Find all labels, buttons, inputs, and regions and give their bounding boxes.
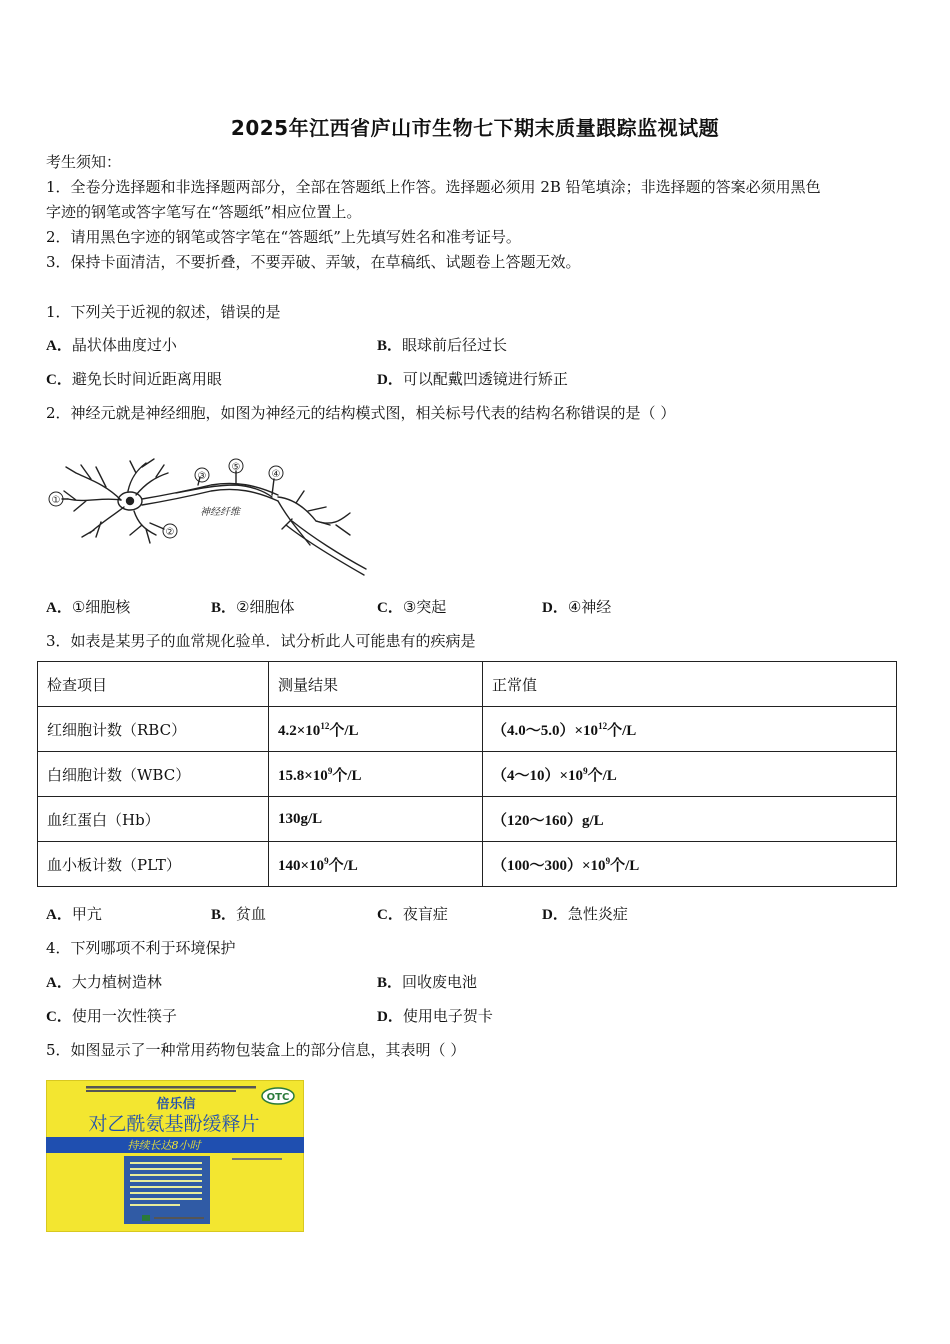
- table-cell-item: 白细胞计数（WBC）: [38, 752, 269, 797]
- question-2-stem: 2．神经元就是神经细胞，如图为神经元的结构模式图，相关标号代表的结构名称错误的是（ ）: [46, 404, 676, 422]
- q3-option-b[interactable]: B．贫血: [211, 905, 267, 923]
- notice-heading: 考生须知：: [46, 153, 122, 171]
- table-row: [38, 707, 897, 752]
- table-header: 检查项目: [38, 662, 269, 707]
- blood-test-table: [37, 661, 897, 887]
- table-row: [38, 752, 897, 797]
- q1-option-d[interactable]: D．可以配戴凹透镜进行矫正: [377, 370, 568, 388]
- svg-text:④: ④: [271, 469, 281, 480]
- q4-option-c[interactable]: C．使用一次性筷子: [46, 1007, 177, 1025]
- svg-text:神经纤维: 神经纤维: [200, 507, 240, 518]
- q4-option-b[interactable]: B．回收废电池: [377, 973, 478, 991]
- q2-option-c[interactable]: C．③突起: [377, 598, 447, 616]
- notice-line: 3．保持卡面清洁，不要折叠，不要弄破、弄皱，在草稿纸、试题卷上答题无效。: [46, 253, 581, 271]
- notice-line: 字迹的钢笔或答字笔写在“答题纸”相应位置上。: [46, 203, 362, 221]
- q2-option-b[interactable]: B．②细胞体: [211, 598, 295, 616]
- q1-option-c[interactable]: C．避免长时间近距离用眼: [46, 370, 222, 388]
- q1-option-b[interactable]: B．眼球前后径过长: [377, 336, 508, 354]
- question-5-stem: 5．如图显示了一种常用药物包装盒上的部分信息，其表明（ ）: [46, 1041, 466, 1059]
- q3-option-a[interactable]: A．甲亢: [46, 905, 102, 923]
- table-cell-normal: $(4\sim 10)\times 10^9$个/L: [483, 752, 897, 797]
- q3-option-d[interactable]: D．急性炎症: [542, 905, 628, 923]
- q3-option-c[interactable]: C．夜盲症: [377, 905, 448, 923]
- table-header-row: [38, 662, 897, 707]
- svg-text:②: ②: [165, 527, 175, 538]
- table-header: 测量结果: [269, 662, 483, 707]
- table-cell-normal: $(4.0\sim 5.0)\times 10^{12}$个/L: [483, 707, 897, 752]
- svg-text:⑤: ⑤: [231, 462, 241, 473]
- q2-option-a[interactable]: A．①细胞核: [46, 598, 131, 616]
- q4-option-a[interactable]: A．大力植树造林: [46, 973, 162, 991]
- table-cell-result: $4.2\times 10^{12}$个/L: [269, 707, 483, 752]
- table-cell-result: $15.8\times 10^9$个/L: [269, 752, 483, 797]
- table-cell-item: 血小板计数（PLT）: [38, 842, 269, 887]
- table-row: [38, 797, 897, 842]
- table-cell-item: 血红蛋白（Hb）: [38, 797, 269, 842]
- svg-text:持续长达8小时: 持续长达8小时: [127, 1139, 201, 1152]
- svg-text:OTC: OTC: [266, 1092, 290, 1103]
- neuron-diagram: [46, 455, 376, 580]
- svg-text:对乙酰氨基酚缓释片: 对乙酰氨基酚缓释片: [88, 1113, 260, 1135]
- medicine-box-image: [46, 1080, 304, 1232]
- notice-line: 2．请用黑色字迹的钢笔或答字笔在“答题纸”上先填写姓名和准考证号。: [46, 228, 521, 246]
- q4-option-d[interactable]: D．使用电子贺卡: [377, 1007, 493, 1025]
- svg-text:①: ①: [51, 495, 61, 506]
- question-1-stem: 1．下列关于近视的叙述，错误的是: [46, 303, 281, 321]
- table-row: [38, 842, 897, 887]
- table-cell-normal: $(100\sim 300)\times 10^9$个/L: [483, 842, 897, 887]
- table-cell-result: 130g/L: [269, 797, 483, 842]
- table-cell-normal: （120～160）g/L: [483, 797, 897, 842]
- notice-line: 1．全卷分选择题和非选择题两部分，全部在答题纸上作答。选择题必须用 2B 铅笔填涂；非选择题的答案必须用黑色: [46, 178, 821, 196]
- question-3-stem: 3．如表是某男子的血常规化验单．试分析此人可能患有的疾病是: [46, 632, 476, 650]
- q2-option-d[interactable]: D．④神经: [542, 598, 612, 616]
- table-cell-item: 红细胞计数（RBC）: [38, 707, 269, 752]
- table-header: 正常值: [483, 662, 897, 707]
- question-4-stem: 4．下列哪项不利于环境保护: [46, 939, 236, 957]
- svg-text:③: ③: [197, 471, 207, 482]
- q1-option-a[interactable]: A．晶状体曲度过小: [46, 336, 177, 354]
- table-cell-result: $140\times 10^9$个/L: [269, 842, 483, 887]
- svg-text:倍乐信: 倍乐信: [156, 1097, 196, 1112]
- page-title: 2025年江西省庐山市生物七下期末质量跟踪监视试题: [230, 116, 720, 140]
